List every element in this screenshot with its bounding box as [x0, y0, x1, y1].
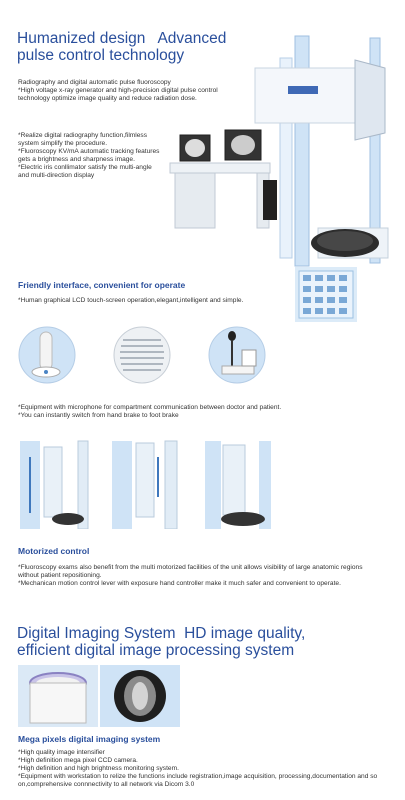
section4-title: [17, 625, 377, 659]
xray-illustration: [100, 665, 180, 727]
image-intensifier-image: [18, 665, 98, 727]
section2-title: Friendly interface, convenient for operate: [18, 280, 186, 290]
speaker-grille-illustration: [113, 326, 171, 384]
motorized-illustration-2: [110, 437, 192, 529]
microphone-illustration: [208, 326, 266, 384]
section1-paragraph2: *Realize digital radiography function,filmless system simplify the procedure. *Fluoroscopy KV/mA automatic tracking features gets a brightness and sharpness image. *Electric iris conllimator satisfy the multi-angle and multi-direction display: [18, 132, 160, 179]
section1-paragraph1: Radiography and digital automatic pulse fluoroscopy *High voltage x-ray generator and high-precision digital pulse control technology optimize image quality and reduce radiation dose.: [18, 79, 218, 102]
section3-title: Motorized control: [18, 546, 90, 556]
section2-text2: *Equipment with microphone for compartment communication between doctor and patient. *You can instantly switch from hand brake to foot brake: [18, 404, 282, 419]
motorized-image-2: [110, 437, 192, 529]
image-intensifier-illustration: [18, 665, 98, 727]
foot-brake-illustration: [18, 326, 76, 384]
motorized-image-3: [203, 437, 275, 529]
touchscreen-illustration: [295, 267, 357, 322]
section3-text: *Fluoroscopy exams also benefit from the multi motorized facilities of the unit allows visibility of large anatomic regions without patient repositioning. *Mechanican motion control lever with exposure hand controller make it much safer and convenient to operate.: [18, 564, 363, 587]
section2-text: *Human graphical LCD touch-screen operation,elegant,intelligent and simple.: [18, 297, 244, 304]
section1-title-line1: Humanized design Advanced: [17, 30, 227, 47]
foot-brake-image: [18, 326, 76, 384]
section1-title: [17, 30, 247, 64]
section4-title-line2: efficient digital image processing system: [17, 642, 295, 659]
section4-text: *High quality image intensifier *High definition mega pixel CCD camera. *High definition and high brightness monitoring system. *Equipment with workstation to relize the functions include registration,image acquisition, processing,documentation and so on,comprehensive connnectivity to all network via Dicom 3.0: [18, 749, 378, 788]
workstation-illustration: [165, 125, 280, 235]
motorized-illustration-3: [203, 437, 275, 529]
section1-title-line2: pulse control technology: [17, 47, 185, 64]
motorized-illustration-1: [18, 437, 100, 529]
microphone-image: [208, 326, 266, 384]
section4-subtitle: Mega pixels digital imaging system: [18, 734, 161, 744]
motorized-image-1: [18, 437, 100, 529]
workstation-image: [165, 125, 280, 235]
speaker-grille-image: [113, 326, 171, 384]
xray-image: [100, 665, 180, 727]
section4-title-line1: Digital Imaging System HD image quality,: [17, 625, 306, 642]
touchscreen-image: [295, 267, 357, 322]
